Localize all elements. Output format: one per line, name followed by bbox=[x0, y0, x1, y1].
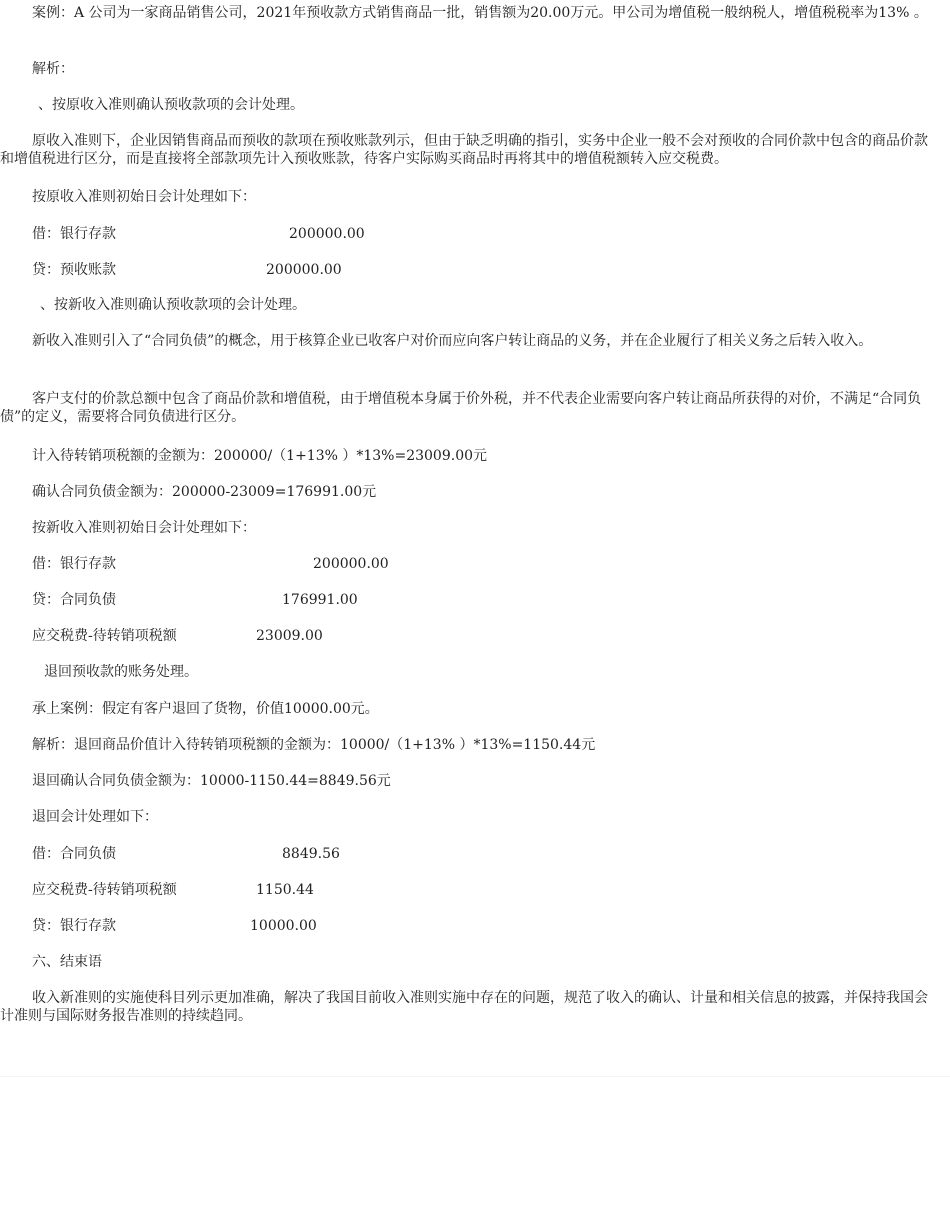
conclusion-paragraph: 收入新准则的实施使科目列示更加准确，解决了我国目前收入准则实施中存在的问题，规范了收入的确认、计量和相关信息的披露，并保持我国会计准则与国际财务报告准则的持续趋同。 bbox=[0, 990, 928, 1024]
entry3-credit-amount: 10000.00 bbox=[250, 918, 317, 934]
entry2-credit-label: 贷：合同负债 bbox=[32, 592, 116, 608]
return-liability-calculation: 退回确认合同负债金额为：10000-1150.44=8849.56元 bbox=[32, 773, 391, 789]
section1-intro: 按原收入准则初始日会计处理如下： bbox=[32, 189, 256, 205]
section3-heading: 退回预收款的账务处理。 bbox=[44, 664, 198, 680]
entry2-debit-amount: 200000.00 bbox=[313, 556, 389, 572]
case-paragraph: 案例：A 公司为一家商品销售公司，2021年预收款方式销售商品一批，销售额为20.00万元。甲公司为增值税一般纳税人，增值税税率为13% 。 bbox=[32, 5, 928, 21]
return-tax-calculation: 解析：退回商品价值计入待转销项税额的金额为：10000/（1+13% ）*13%=1150.44元 bbox=[32, 737, 596, 753]
conclusion-heading: 六、结束语 bbox=[32, 954, 102, 970]
page-divider bbox=[0, 1076, 950, 1077]
section2-heading: 、按新收入准则确认预收款项的会计处理。 bbox=[40, 297, 306, 313]
section1-paragraph: 原收入准则下，企业因销售商品而预收的款项在预收账款列示，但由于缺乏明确的指引，实务中企业一般不会对预收的合同价款中包含的商品价款和增值税进行区分，而是直接将全部款项先计入预收账款，待客户实际购买商品时再将其中的增值税额转入应交税费。 bbox=[0, 133, 928, 167]
liability-calculation: 确认合同负债金额为：200000-23009=176991.00元 bbox=[32, 484, 377, 500]
entry1-credit-label: 贷：预收账款 bbox=[32, 262, 116, 278]
entry3-tax-amount: 1150.44 bbox=[256, 882, 314, 898]
example-text: 承上案例：假定有客户退回了货物，价值10000.00元。 bbox=[32, 701, 379, 717]
entry3-tax-label: 应交税费-待转销项税额 bbox=[32, 882, 177, 898]
analysis-label: 解析： bbox=[32, 61, 74, 77]
entry3-debit-amount: 8849.56 bbox=[282, 846, 340, 862]
return-intro: 退回会计处理如下： bbox=[32, 809, 158, 825]
entry1-debit-label: 借：银行存款 bbox=[32, 226, 116, 242]
section2-intro: 按新收入准则初始日会计处理如下： bbox=[32, 520, 256, 536]
entry1-debit-amount: 200000.00 bbox=[289, 226, 365, 242]
tax-calculation: 计入待转销项税额的金额为：200000/（1+13% ）*13%=23009.00元 bbox=[32, 448, 488, 464]
entry3-debit-label: 借：合同负债 bbox=[32, 846, 116, 862]
section2-paragraph-1: 新收入准则引入了“合同负债”的概念，用于核算企业已收客户对价而应向客户转让商品的义务，并在企业履行了相关义务之后转入收入。 bbox=[32, 333, 873, 349]
entry2-debit-label: 借：银行存款 bbox=[32, 556, 116, 572]
section2-paragraph-2: 客户支付的价款总额中包含了商品价款和增值税，由于增值税本身属于价外税，并不代表企业需要向客户转让商品所获得的对价，不满足“合同负债”的定义，需要将合同负债进行区分。 bbox=[0, 391, 922, 425]
section1-heading: 、按原收入准则确认预收款项的会计处理。 bbox=[38, 97, 304, 113]
entry2-credit-amount: 176991.00 bbox=[282, 592, 358, 608]
entry2-tax-label: 应交税费-待转销项税额 bbox=[32, 628, 177, 644]
entry2-tax-amount: 23009.00 bbox=[256, 628, 323, 644]
entry3-credit-label: 贷：银行存款 bbox=[32, 918, 116, 934]
entry1-credit-amount: 200000.00 bbox=[266, 262, 342, 278]
